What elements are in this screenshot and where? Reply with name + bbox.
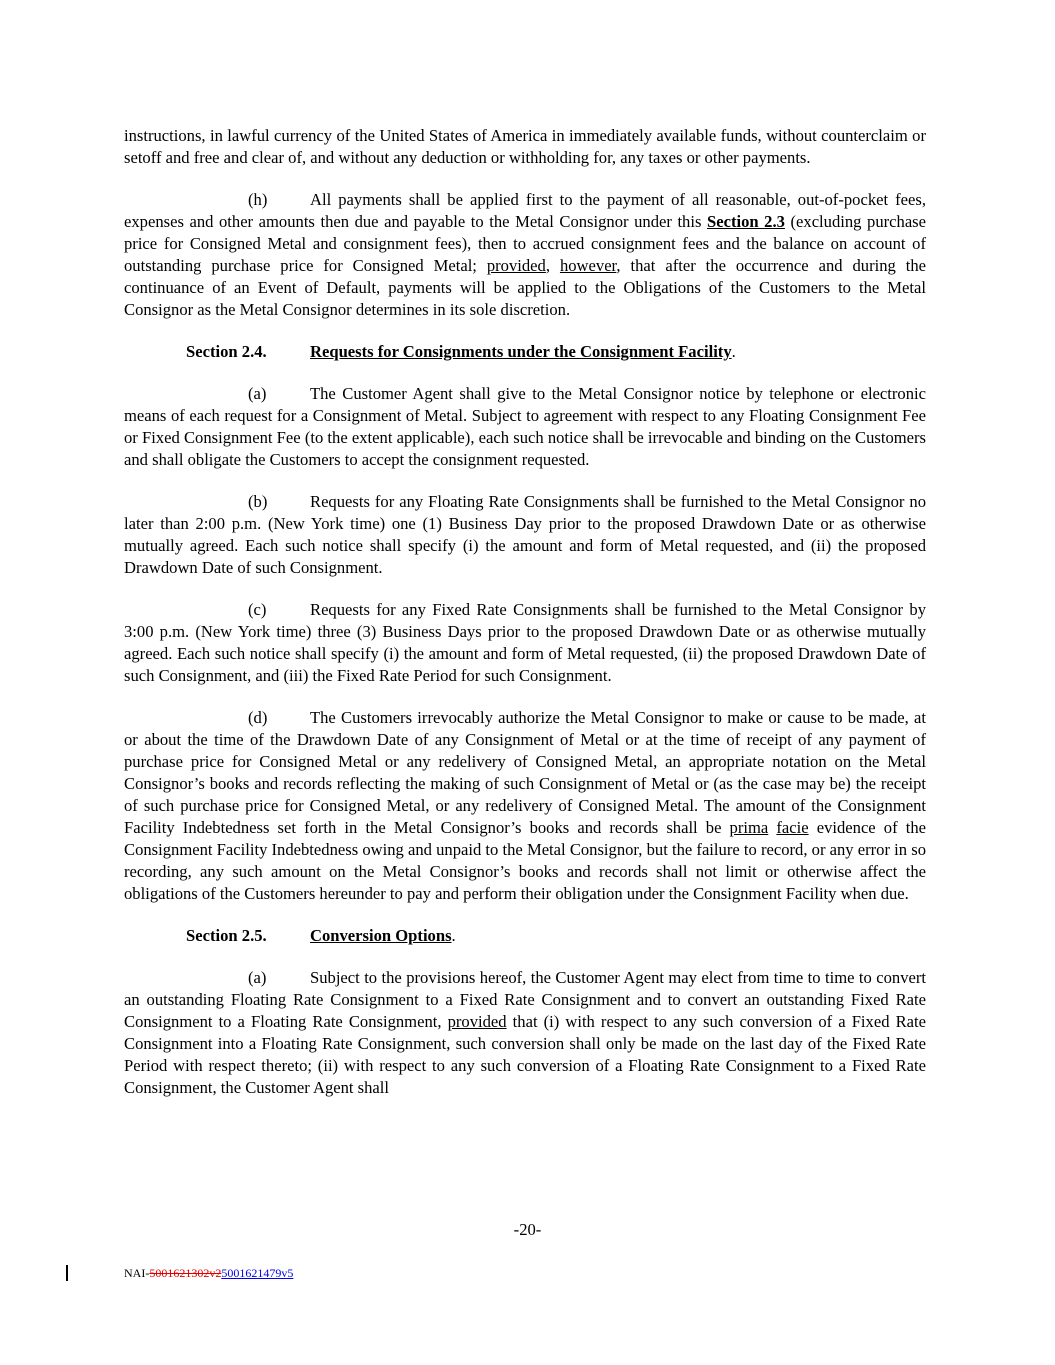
- section-title: Requests for Consignments under the Consignment Facility: [310, 342, 732, 361]
- section-2-4-heading: Section 2.4. Requests for Consignments under the Consignment Facility.: [186, 342, 736, 361]
- clause-label-a: (a): [248, 968, 267, 987]
- section-2-3-reference: Section 2.3: [707, 212, 785, 231]
- paragraph-a: (a) The Customer Agent shall give to the Metal Consignor notice by telephone or electronic means of each request for a Consignment of Metal. Subject to agreement with respect to any Floating Consignment Fee or Fixed Consignment Fee (to the extent applicable), each such notice shall be irrevocable and binding on the Customers and shall obligate the Customers to accept the consignment requested.: [124, 384, 926, 469]
- footer-prefix: NAI-: [124, 1266, 150, 1280]
- section-number: Section 2.4.: [186, 342, 267, 361]
- paragraph-continuation: instructions, in lawful currency of the United States of America in immediately available funds, without counterclaim or setoff and free and clear of, and without any deduction or withholding for, any taxes or other payments.: [124, 126, 926, 167]
- paragraph-h: (h) All payments shall be applied first to the payment of all reasonable, out-of-pocket fees, expenses and other amounts then due and payable to the Metal Consignor under this Section 2.3 (excluding purchase price for Consigned Metal and consignment fees), then to accrued consignment fees and the balance on account of outstanding purchase price for Consigned Metal; provided, however, that after the occurrence and during the continuance of an Event of Default, payments will be applied to the Obligations of the Customers to the Metal Consignor as the Metal Consignor determines in its sole discretion.: [124, 190, 927, 319]
- deleted-doc-id: 5001621302v2: [149, 1266, 222, 1280]
- paragraph-a-conversion: (a) Subject to the provisions hereof, the Customer Agent may elect from time to time to convert an outstanding Floating Rate Consignment to a Fixed Rate Consignment and to convert an outstanding Fixed Rate Consignment to a Floating Rate Consignment, provided that (i) with respect to any such conversion of a Fixed Rate Consignment into a Floating Rate Consignment, such conversion shall only be made on the last day of the Fixed Rate Period with respect thereto; (ii) with respect to any such conversion of a Floating Rate Consignment to a Fixed Rate Consignment, the Customer Agent shall: [124, 968, 926, 1097]
- clause-label-h: (h): [248, 190, 268, 209]
- document-body: [124, 125, 926, 1099]
- provided-term: provided: [447, 1012, 507, 1031]
- facie-term: facie: [776, 818, 809, 837]
- section-number: Section 2.5.: [186, 926, 267, 945]
- clause-label-b: (b): [248, 492, 268, 511]
- revision-change-bar: [66, 1265, 68, 1281]
- section-2-5-heading: Section 2.5. Conversion Options.: [186, 926, 456, 945]
- inserted-doc-id: 5001621479v5: [221, 1266, 294, 1280]
- document-id-footer: [124, 1266, 293, 1280]
- however-term: however: [559, 256, 617, 275]
- paragraph-c: (c) Requests for any Fixed Rate Consignments shall be furnished to the Metal Consignor by 3:00 p.m. (New York time) three (3) Business Days prior to the proposed Drawdown Date or as otherwise mutually agreed. Each such notice shall specify (i) the amount and form of Metal requested, (ii) the proposed Drawdown Date of such Consignment, and (iii) the Fixed Rate Period for such Consignment.: [124, 600, 926, 685]
- section-title: Conversion Options: [310, 926, 452, 945]
- clause-label-a: (a): [248, 384, 267, 403]
- prima-term: prima: [729, 818, 769, 837]
- provided-term: provided: [486, 256, 546, 275]
- clause-label-c: (c): [248, 600, 267, 619]
- page-number: -20-: [513, 1220, 542, 1239]
- paragraph-b: (b) Requests for any Floating Rate Consignments shall be furnished to the Metal Consignor no later than 2:00 p.m. (New York time) one (1) Business Day prior to the proposed Drawdown Date or as otherwise mutually agreed. Each such notice shall specify (i) the amount and form of Metal requested, and (ii) the proposed Drawdown Date of such Consignment.: [124, 492, 926, 577]
- paragraph-d: (d) The Customers irrevocably authorize the Metal Consignor to make or cause to be made, at or about the time of the Drawdown Date of any Consignment of Metal or at the time of receipt of any payment of purchase price for Consigned Metal or any redelivery of Consigned Metal, an appropriate notation on the Metal Consignor’s books and records reflecting the making of such Consignment of Metal or (as the case may be) the receipt of such purchase price for Consigned Metal, or any redelivery of Consigned Metal. The amount of the Consignment Facility Indebtedness set forth in the Metal Consignor’s books and records shall be prima facie evidence of the Consignment Facility Indebtedness owing and unpaid to the Metal Consignor, but the failure to record, or any error in so recording, any such amount on the Metal Consignor’s books and records shall not limit or otherwise affect the obligations of the Customers hereunder to pay and perform their obligation under the Consignment Facility when due.: [124, 708, 926, 903]
- clause-label-d: (d): [248, 708, 268, 727]
